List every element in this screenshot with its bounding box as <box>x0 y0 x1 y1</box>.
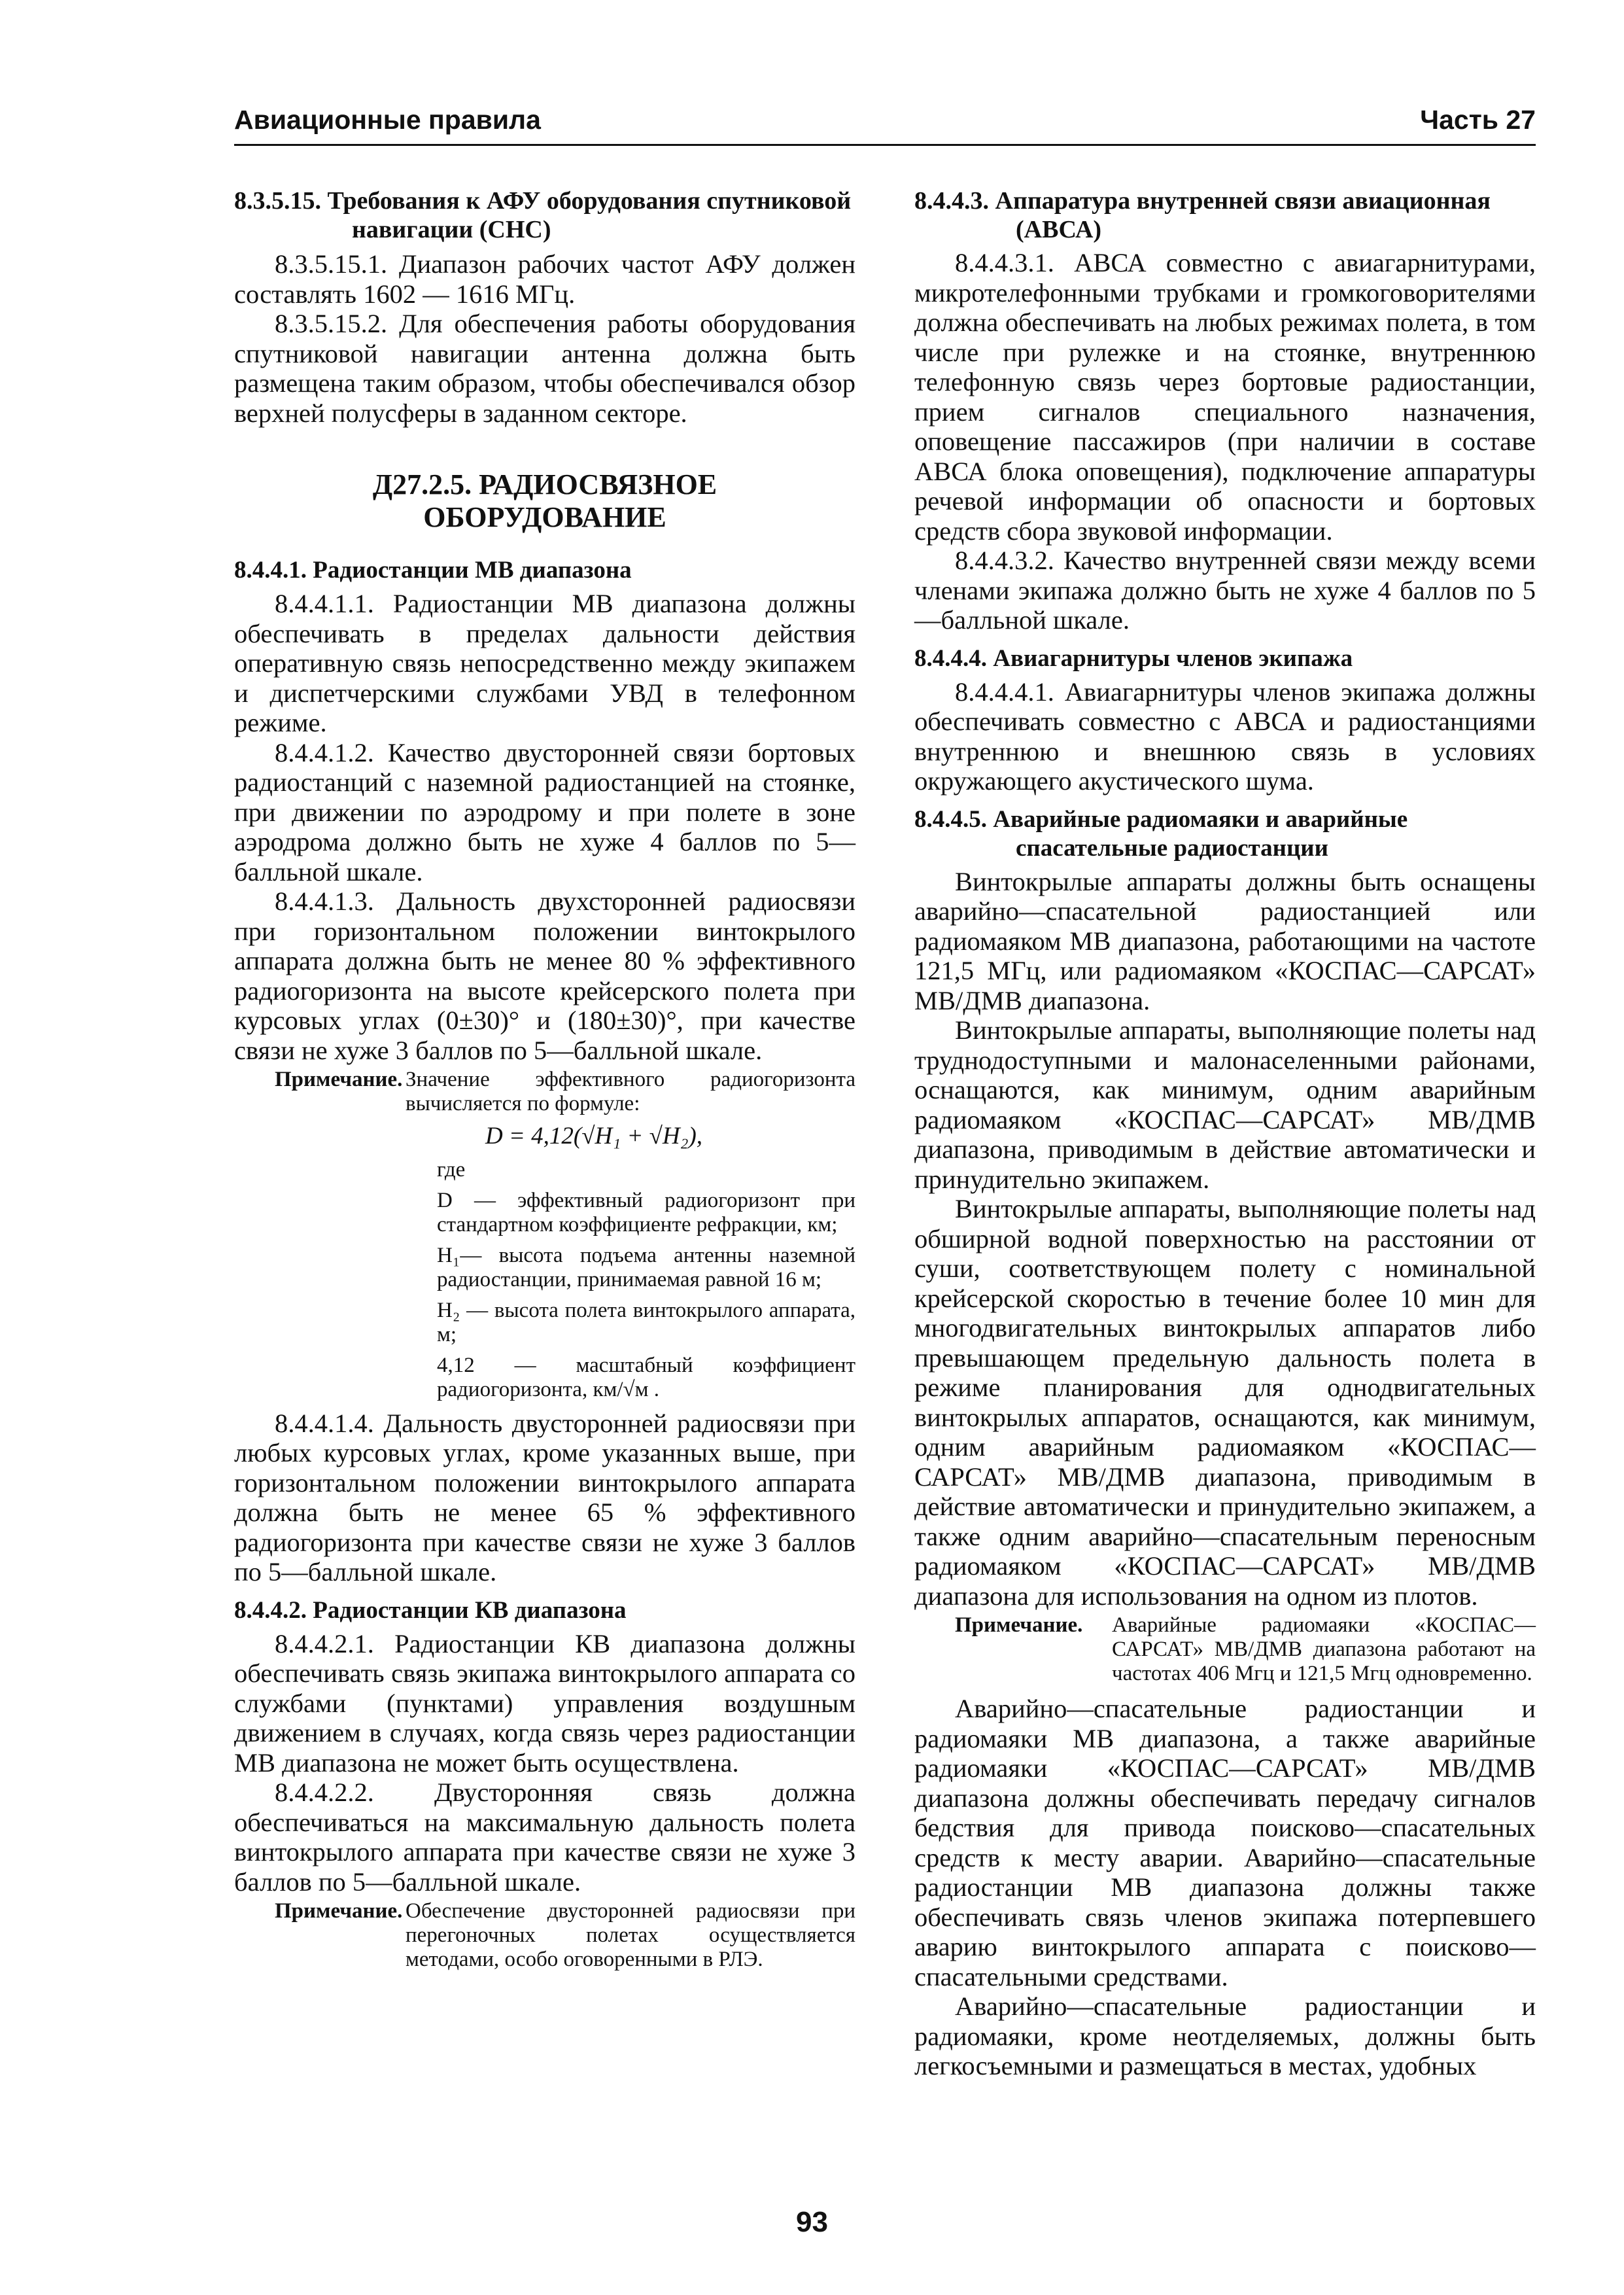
section-heading-8-4-4-4: 8.4.4.4. Авиагарнитуры членов экипажа <box>914 644 1353 672</box>
formula-definitions <box>437 1158 855 1402</box>
left-column <box>234 186 855 1974</box>
definition-item: D — эффективный радиогоризонт при стандартном коэффициенте рефракции, км; <box>437 1188 855 1236</box>
section-heading-8-4-4-1: 8.4.4.1. Радиостанции МВ диапазона <box>234 557 632 584</box>
note-block <box>275 1068 855 1116</box>
paragraph: Винтокрылые аппараты должны быть оснащены аварийно—спасательной радиостанцией или радиомаяком МВ диапазона, работающими на частоте 121,5 МГц, или радиомаяком «КОСПАС—САРСАТ» МВ/ДМВ диапазона. <box>914 866 1536 1015</box>
running-header <box>234 98 1536 146</box>
section-heading-8-4-4-5: 8.4.4.5. Аварийные радиомаяки и аварийные спасательные радиостанции <box>914 805 1408 862</box>
paragraph: 8.4.4.3.2. Качество внутренней связи между всеми членами экипажа должно быть не хуже 4 баллов по 5—балльной шкале. <box>914 546 1536 635</box>
note-label: Примечание. <box>955 1613 1083 1637</box>
paragraph: 8.4.4.1.2. Качество двусторонней связи бортовых радиостанций с наземной радиостанцией на стоянке, при движении по аэродрому и при полете в зоне аэродрома должно быть не хуже 4 баллов по 5—балльной шкале. <box>234 737 855 886</box>
paragraph: 8.4.4.1.4. Дальность двусторонней радиосвязи при любых курсовых углах, кроме указанных выше, при горизонтальном положении винтокрылого аппарата должна быть не менее 65 % эффективного радиогоризонта при качестве связи не хуже 3 баллов по 5—балльной шкале. <box>234 1408 855 1586</box>
paragraph: 8.4.4.3.1. АВСА совместно с авиагарнитурами, микротелефонными трубками и громкоговорителями должна обеспечивать на любых режимах полета, в том числе при рулежке и на стоянке, внутреннюю телефонную связь через бортовые радиостанции, прием сигналов специального назначения, оповещение пассажиров (при наличии в составе АВСА блока оповещения), подключение аппаратуры речевой информации об опасности и бортовых средств сбора звуковой информации. <box>914 248 1536 546</box>
paragraph: Винтокрылые аппараты, выполняющие полеты над обширной водной поверхностью на расстоянии от суши, соответствующем полету с номинальной крейсерской скоростью в течение более 10 мин для многодвигательных винтокрылых аппаратов либо превышающем предельную дальность полета в режиме планирования для однодвигательных винтокрылых аппаратов, оснащаются, как минимум, одним аварийным радиомаяком «КОСПАС—САРСАТ» МВ/ДМВ диапазона, приводимым в действие автоматически и принудительно экипажем, а также одним аварийно—спасательным переносным радиомаяком «КОСПАС—САРСАТ» МВ/ДМВ диапазона для использования на одном из плотов. <box>914 1194 1536 1611</box>
paragraph: 8.4.4.2.2. Двусторонняя связь должна обеспечиваться на максимальную дальность полета винтокрылого аппарата при качестве связи не хуже 3 баллов по 5—балльной шкале. <box>234 1778 855 1897</box>
paragraph: 8.4.4.4.1. Авиагарнитуры членов экипажа должны обеспечивать совместно с АВСА и радиостанциями внутреннюю и внешнюю связь в условиях окружающего акустического шума. <box>914 676 1536 796</box>
right-column <box>914 186 1536 2081</box>
paragraph: 8.3.5.15.2. Для обеспечения работы оборудования спутниковой навигации антенна должна быть размещена таким образом, чтобы обеспечивался обзор верхней полусферы в заданном секторе. <box>234 309 855 428</box>
header-title: Авиационные правила <box>234 105 541 135</box>
definition-where: где <box>437 1157 466 1182</box>
section-heading-8-3-5-15: 8.3.5.15. Требования к АФУ оборудования спутниковой навигации (СНС) <box>234 187 852 243</box>
paragraph: Аварийно—спасательные радиостанции и радиомаяки МВ диапазона, а также аварийные радиомаяки «КОСПАС—САРСАТ» МВ/ДМВ диапазона должны обеспечивать передачу сигналов бедствия для привода поисково—спасательных средств к месту аварии. Аварийно—спасательные радиостанции МВ диапазона должны также обеспечивать связь членов экипажа потерпевшего аварию винтокрылого аппарата с поисково—спасательными средствами. <box>914 1694 1536 1991</box>
chapter-heading-line-1: Д27.2.5. РАДИОСВЯЗНОЕ <box>372 468 717 500</box>
note-label: Примечание. <box>275 1899 403 1923</box>
note-label: Примечание. <box>275 1068 403 1091</box>
section-heading-8-4-4-2: 8.4.4.2. Радиостанции КВ диапазона <box>234 1596 627 1624</box>
definition-item: H₁— высота подъема антенны наземной радиостанции, принимаемая равной 16 м; <box>437 1243 855 1291</box>
note-block <box>955 1613 1536 1686</box>
header-part: Часть 27 <box>1420 105 1536 135</box>
definition-item: 4,12 — масштабный коэффициент радиогоризонта, км/√м . <box>437 1353 855 1401</box>
definition-item: H₂ — высота полета винтокрылого аппарата, м; <box>437 1298 855 1346</box>
section-heading-8-4-4-3: 8.4.4.3. Аппаратура внутренней связи авиационная (АВСА) <box>914 187 1491 243</box>
note-text: Аварийные радиомаяки «КОСПАС—САРСАТ» МВ/ДМВ диапазона работают на частотах 406 Мгц и 121,5 Мгц одновременно. <box>1112 1613 1536 1685</box>
paragraph: 8.4.4.2.1. Радиостанции КВ диапазона должны обеспечивать связь экипажа винтокрылого аппарата со службами (пунктами) управления воздушным движением в случаях, когда связь через радиостанции МВ диапазона не может быть осуществлена. <box>234 1628 855 1778</box>
chapter-heading-line-2: ОБОРУДОВАНИЕ <box>423 501 666 533</box>
paragraph: 8.4.4.1.3. Дальность двухсторонней радиосвязи при горизонтальном положении винтокрылого аппарата должна быть не менее 80 % эффективного радиогоризонта на высоте крейсерского полета при курсовых углах (0±30)° и (180±30)°, при качестве связи не хуже 3 баллов по 5—балльной шкале. <box>234 886 855 1065</box>
paragraph: Аварийно—спасательные радиостанции и радиомаяки, кроме неотделяемых, должны быть легкосъемными и размещаться в местах, удобных <box>914 1991 1536 2080</box>
paragraph: 8.4.4.1.1. Радиостанции МВ диапазона должны обеспечивать в пределах дальности действия оперативную связь непосредственно между экипажем и диспетчерскими службами УВД в телефонном режиме. <box>234 589 855 737</box>
note-block <box>275 1899 855 1972</box>
paragraph: 8.3.5.15.1. Диапазон рабочих частот АФУ должен составлять 1602 — 1616 МГц. <box>234 249 855 309</box>
page-number: 93 <box>796 2206 828 2238</box>
note-text: Обеспечение двусторонней радиосвязи при перегоночных полетах осуществляется методами, особо оговоренными в РЛЭ. <box>406 1899 855 1971</box>
paragraph: Винтокрылые аппараты, выполняющие полеты над труднодоступными и малонаселенными районами, оснащаются, как минимум, одним аварийным радиомаяком «КОСПАС—САРСАТ» МВ/ДМВ диапазона, приводимым в действие автоматически и принудительно экипажем. <box>914 1015 1536 1194</box>
formula: D = 4,12(√H₁ + √H₂), <box>485 1123 703 1149</box>
note-text: Значение эффективного радиогоризонта вычисляется по формуле: <box>406 1068 855 1115</box>
